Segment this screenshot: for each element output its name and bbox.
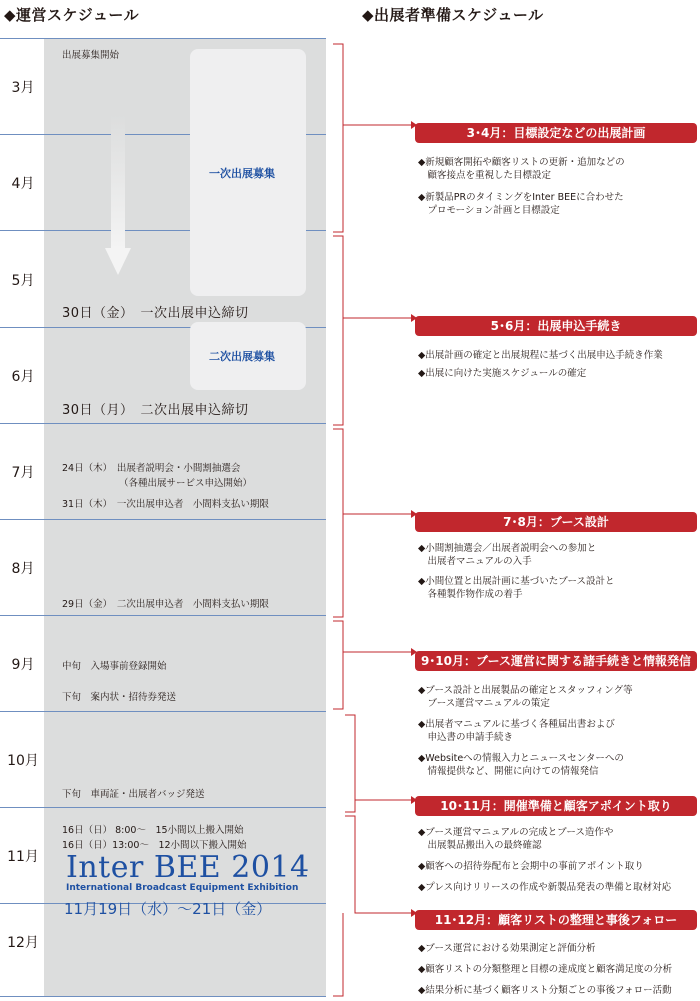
section-item: 出展者マニュアルの入手 (418, 556, 532, 567)
inter-bee-logo: Inter BEE 2014 (66, 850, 310, 885)
month-label-nov: 11月 (7, 849, 39, 865)
section-banner-may-jun: 5･6月：出展申込手続き (415, 316, 697, 336)
month-label-jul: 7月 (11, 465, 35, 481)
event-move-in-small: 16日（日）13:00～ 12小間以下搬入開始 (62, 840, 247, 851)
event-pre-registration: 中旬 入場事前登録開始 (62, 661, 167, 672)
bracket-connector (345, 816, 413, 913)
section-item: ◆ブース運営マニュアルの完成とブース造作や (418, 827, 614, 838)
section-item: 各種製作物作成の着手 (418, 589, 523, 600)
section-banner-jul-aug: 7･8月：ブース設計 (415, 512, 697, 532)
month-label-mar: 3月 (11, 80, 35, 96)
event-badge: 下旬 車両証・出展者バッジ発送 (62, 789, 205, 800)
first-recruitment-label: 一次出展募集 (209, 167, 275, 180)
section-banner-nov-dec: 11･12月：顧客リストの整理と事後フォロー (415, 910, 697, 930)
section-item: ◆出展者マニュアルに基づく各種届出書および (418, 719, 615, 730)
event-second-deadline: 30日（月） 二次出展申込締切 (62, 403, 249, 418)
second-recruitment-label: 二次出展募集 (209, 350, 275, 363)
month-label-dec: 12月 (7, 935, 39, 951)
section-banner-oct-nov: 10･11月：開催準備と顧客アポイント取り (415, 796, 697, 816)
event-invitation: 下旬 案内状・招待券発送 (62, 692, 177, 703)
section-item: ◆出展計画の確定と出展規程に基づく出展申込手続き作業 (418, 350, 663, 361)
event-recruit-start: 出展募集開始 (62, 50, 120, 61)
event-briefing: 24日（木） 出展者説明会・小間割抽選会 (62, 463, 241, 474)
section-banner-mar-apr: 3･4月：目標設定などの出展計画 (415, 123, 697, 143)
event-move-in-large: 16日（日） 8:00～ 15小間以上搬入開始 (62, 825, 244, 836)
month-label-jun: 6月 (11, 369, 35, 385)
section-item: ◆ブース運営における効果測定と評価分析 (418, 943, 596, 954)
bracket-connector (333, 44, 413, 125)
section-item: ◆プレス向けリリースの作成や新製品発表の準備と取材対応 (418, 882, 672, 893)
section-item: ◆結果分析に基づく顧客リスト分類ごとの事後フォロー活動 (418, 985, 672, 996)
section-item: 出展製品搬出入の最終確認 (418, 840, 542, 851)
month-label-may: 5月 (11, 273, 35, 289)
section-item: ◆小間位置と出展計画に基づいたブース設計と (418, 576, 615, 587)
event-second-payment: 29日（金） 二次出展申込者 小間料支払い期限 (62, 599, 269, 610)
section-item: プロモーション計画と目標設定 (418, 205, 560, 216)
month-label-aug: 8月 (11, 561, 35, 577)
bracket-connector (333, 621, 413, 652)
section-item: ◆小間割抽選会／出展者説明会への参加と (418, 543, 597, 554)
month-label-apr: 4月 (11, 176, 35, 192)
section-item: ブース運営マニュアルの策定 (418, 698, 550, 709)
section-item: ◆出展に向けた実施スケジュールの確定 (418, 368, 587, 379)
event-briefing-note: （各種出展サービス申込開始） (119, 478, 253, 489)
event-dates: 11月19日（水）～21日（金） (64, 900, 272, 918)
section-item: 顧客接点を重視した目標設定 (418, 170, 552, 181)
section-item: ◆Websiteへの情報入力とニュースセンターへの (418, 753, 624, 764)
month-label-sep: 9月 (11, 657, 35, 673)
section-banner-sep-oct: 9･10月：ブース運営に関する諸手続きと情報発信 (415, 651, 697, 671)
operations-schedule-heading: ◆運営スケジュール (4, 6, 140, 24)
section-item: ◆新規顧客開拓や顧客リストの更新・追加などの (418, 157, 625, 168)
inter-bee-subtitle: International Broadcast Equipment Exhibition (66, 883, 299, 893)
exhibitor-schedule-heading: ◆出展者準備スケジュール (362, 6, 544, 24)
event-first-payment: 31日（木） 一次出展申込者 小間料支払い期限 (62, 499, 269, 510)
bracket-connector (345, 715, 413, 800)
event-first-deadline: 30日（金） 一次出展申込締切 (62, 306, 249, 321)
section-item: 申込書の申請手続き (418, 732, 514, 743)
bracket-connector (333, 236, 413, 318)
section-item: ◆新製品PRのタイミングをInter BEEに合わせた (418, 192, 624, 203)
section-item: 情報提供など、開催に向けての情報発信 (418, 766, 599, 777)
section-item: ◆ブース設計と出展製品の確定とスタッフィング等 (418, 685, 633, 696)
month-label-oct: 10月 (7, 753, 39, 769)
section-item: ◆顧客への招待券配布と会期中の事前アポイント取り (418, 861, 644, 872)
bracket-connector (333, 429, 413, 514)
section-item: ◆顧客リストの分類整理と目標の達成度と顧客満足度の分析 (418, 964, 673, 975)
